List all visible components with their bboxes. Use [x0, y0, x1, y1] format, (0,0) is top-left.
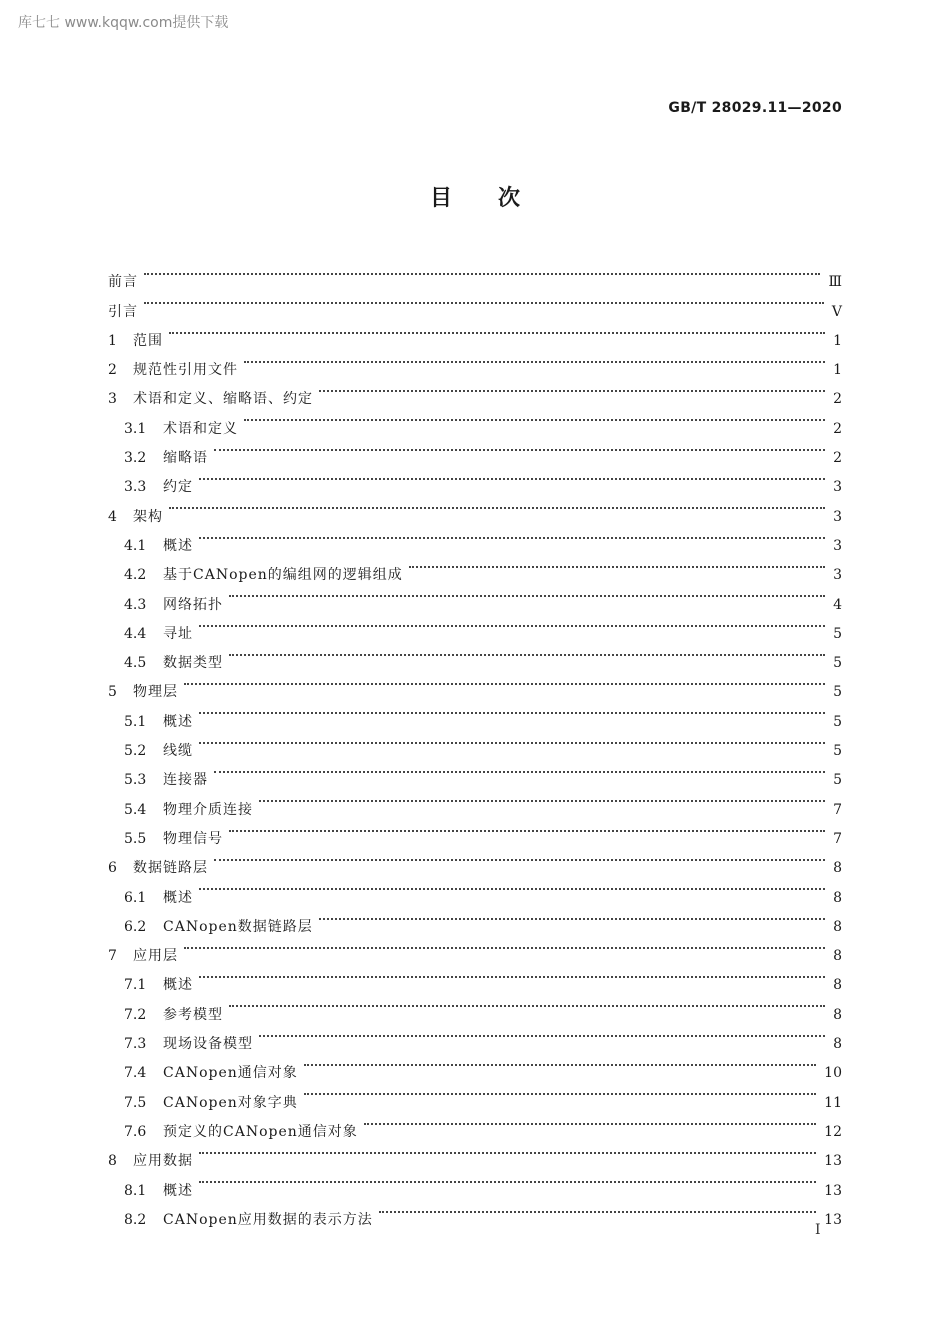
page-title: 目次 [429, 186, 566, 211]
toc-dot-leader [214, 755, 825, 784]
toc-entry-page: 3 [833, 479, 842, 496]
toc-entry-number: 5.5 [124, 830, 147, 847]
toc-dot-leader [199, 1165, 816, 1194]
toc-entry-number: 5.4 [124, 801, 147, 818]
toc-entry-number: 8.2 [124, 1211, 147, 1228]
toc-entry-page: 1 [833, 332, 842, 349]
toc-entry-label: CANopen通信对象 [163, 1065, 298, 1082]
toc-entry[interactable] [108, 667, 842, 701]
toc-entry-page: 5 [833, 713, 842, 730]
toc-entry-page: 13 [824, 1153, 842, 1170]
toc-entry[interactable] [108, 345, 842, 379]
toc-entry[interactable] [108, 462, 842, 496]
toc-entry-number: 6.1 [124, 889, 147, 906]
toc-entry-label: 数据类型 [163, 655, 223, 672]
toc-entry-page: 13 [824, 1182, 842, 1199]
toc-entry-page: 7 [833, 801, 842, 818]
toc-entry[interactable] [108, 902, 842, 935]
toc-entry-number: 6 [108, 860, 117, 877]
toc-entry-number: 6.2 [124, 918, 147, 935]
toc-entry[interactable] [108, 1195, 842, 1228]
toc-entry-page: 8 [833, 1036, 842, 1053]
toc-entry-label: 寻址 [163, 625, 193, 642]
toc-entry[interactable] [108, 1019, 842, 1053]
toc-entry-number: 3.1 [124, 420, 147, 437]
toc-entry-label: 预定义的CANopen通信对象 [163, 1123, 358, 1140]
toc-entry-page: 12 [824, 1123, 842, 1140]
toc-dot-leader [244, 345, 825, 374]
toc-entry-page: 1 [833, 362, 842, 379]
toc-entry-page: 8 [833, 860, 842, 877]
toc-entry-page: 8 [833, 977, 842, 994]
toc-entry-number: 7.1 [124, 977, 147, 994]
toc-entry-label: 引言 [108, 303, 138, 320]
toc-entry[interactable] [108, 696, 842, 730]
toc-entry-label: 连接器 [163, 772, 208, 789]
toc-entry-label: 物理层 [133, 684, 178, 701]
toc-entry-label: 网络拓扑 [163, 596, 223, 613]
toc-dot-leader [199, 1136, 816, 1165]
toc-entry[interactable] [108, 286, 842, 320]
toc-entry-label: CANopen数据链路层 [163, 918, 313, 935]
toc-entry-label: 现场设备模型 [163, 1036, 253, 1053]
toc-entry-page: 8 [833, 889, 842, 906]
toc-entry[interactable] [108, 257, 842, 291]
toc-entry-label: 数据链路层 [133, 860, 208, 877]
toc-entry-number: 4.2 [124, 567, 147, 584]
toc-dot-leader [319, 374, 825, 403]
toc-entry-number: 4.3 [124, 596, 147, 613]
toc-dot-leader [169, 491, 825, 520]
toc-dot-leader [199, 521, 825, 550]
watermark-text: 库七七 www.kqqw.com提供下载 [18, 15, 229, 31]
toc-entry[interactable] [108, 1077, 842, 1111]
toc-entry-label: 基于CANopen的编组网的逻辑组成 [163, 567, 403, 584]
toc-entry-label: 概述 [163, 537, 193, 554]
toc-entry[interactable] [108, 403, 842, 437]
toc-dot-leader [184, 667, 825, 696]
toc-dot-leader [364, 1107, 816, 1136]
toc-entry-label: 术语和定义 [163, 420, 238, 437]
toc-dot-leader [199, 960, 825, 989]
toc-entry[interactable] [108, 609, 842, 642]
toc-entry-number: 3.2 [124, 450, 147, 467]
toc-entry[interactable] [108, 1165, 842, 1199]
toc-entry-label: 架构 [133, 508, 163, 525]
page-folio: Ⅰ [815, 1222, 821, 1238]
toc-entry[interactable] [108, 550, 842, 584]
toc-entry-label: 参考模型 [163, 1006, 223, 1023]
table-of-contents [108, 257, 842, 1228]
toc-dot-leader [229, 814, 825, 843]
toc-entry-label: 应用数据 [133, 1153, 193, 1170]
toc-entry[interactable] [108, 843, 842, 877]
toc-entry-label: 缩略语 [163, 450, 208, 467]
toc-entry-number: 7.2 [124, 1006, 147, 1023]
toc-dot-leader [214, 433, 825, 462]
toc-entry-page: 8 [833, 1006, 842, 1023]
toc-entry[interactable] [108, 579, 842, 613]
toc-entry-number: 4.5 [124, 655, 147, 672]
toc-entry-page: 3 [833, 508, 842, 525]
toc-entry-number: 8 [108, 1153, 117, 1170]
toc-dot-leader [304, 1077, 816, 1106]
toc-entry-label: 规范性引用文件 [133, 362, 238, 379]
toc-entry-page: 4 [833, 596, 842, 613]
toc-dot-leader [199, 609, 825, 638]
toc-entry-number: 7.4 [124, 1065, 147, 1082]
toc-entry-label: 概述 [163, 889, 193, 906]
toc-entry-number: 4.1 [124, 537, 147, 554]
toc-entry-number: 7 [108, 948, 117, 965]
toc-dot-leader [144, 286, 824, 315]
toc-entry-number: 7.3 [124, 1036, 147, 1053]
toc-entry-number: 2 [108, 362, 117, 379]
toc-dot-leader [199, 726, 825, 755]
toc-dot-leader [169, 316, 825, 345]
toc-dot-leader [304, 1048, 816, 1077]
toc-entry[interactable] [108, 1136, 842, 1170]
toc-dot-leader [259, 784, 825, 813]
toc-entry-label: 物理信号 [163, 830, 223, 847]
toc-dot-leader [244, 403, 825, 432]
toc-entry-page: 5 [833, 772, 842, 789]
toc-entry[interactable] [108, 989, 842, 1023]
toc-dot-leader [409, 550, 825, 579]
toc-entry-label: 概述 [163, 977, 193, 994]
toc-entry-page: 3 [833, 537, 842, 554]
toc-entry-page: 10 [824, 1065, 842, 1082]
toc-dot-leader [229, 638, 825, 667]
toc-entry-number: 4.4 [124, 625, 147, 642]
toc-entry-label: 约定 [163, 479, 193, 496]
toc-dot-leader [229, 989, 825, 1018]
toc-entry[interactable] [108, 316, 842, 349]
toc-dot-leader [199, 872, 825, 901]
toc-entry[interactable] [108, 931, 842, 965]
toc-dot-leader [199, 696, 825, 725]
toc-entry[interactable] [108, 521, 842, 554]
toc-entry-page: 8 [833, 948, 842, 965]
toc-entry-number: 1 [108, 332, 117, 349]
toc-entry-number: 4 [108, 508, 117, 525]
toc-entry[interactable] [108, 374, 842, 408]
toc-entry-label: 前言 [108, 274, 138, 291]
toc-entry-label: 概述 [163, 1182, 193, 1199]
toc-entry-number: 7.5 [124, 1094, 147, 1111]
toc-entry[interactable] [108, 491, 842, 525]
toc-dot-leader [144, 257, 820, 286]
toc-entry[interactable] [108, 1048, 842, 1082]
toc-entry-page: 11 [824, 1094, 842, 1111]
toc-entry[interactable] [108, 1107, 842, 1140]
toc-entry-number: 3.3 [124, 479, 147, 496]
toc-entry-number: 8.1 [124, 1182, 147, 1199]
toc-entry[interactable] [108, 784, 842, 818]
toc-entry-label: 范围 [133, 332, 163, 349]
toc-entry-page: 8 [833, 918, 842, 935]
toc-entry[interactable] [108, 726, 842, 760]
toc-dot-leader [379, 1195, 816, 1224]
toc-entry[interactable] [108, 755, 842, 789]
toc-entry-page: Ⅲ [828, 274, 842, 291]
toc-entry[interactable] [108, 814, 842, 847]
toc-entry-page: 5 [833, 684, 842, 701]
toc-dot-leader [229, 579, 825, 608]
toc-entry-page: 3 [833, 567, 842, 584]
toc-entry-page: 2 [833, 450, 842, 467]
toc-entry[interactable] [108, 872, 842, 906]
standard-number: GB/T 28029.11—2020 [668, 100, 842, 116]
toc-dot-leader [184, 931, 825, 960]
toc-entry-label: 概述 [163, 713, 193, 730]
toc-entry-number: 3 [108, 391, 117, 408]
toc-entry-label: 术语和定义、缩略语、约定 [133, 391, 313, 408]
toc-entry-number: 5.3 [124, 772, 147, 789]
toc-entry-number: 5.1 [124, 713, 147, 730]
toc-entry-number: 7.6 [124, 1123, 147, 1140]
toc-dot-leader [259, 1019, 825, 1048]
toc-entry[interactable] [108, 433, 842, 467]
toc-entry[interactable] [108, 960, 842, 994]
toc-dot-leader [319, 902, 825, 931]
toc-entry-page: 2 [833, 391, 842, 408]
toc-entry-page: Ⅴ [831, 303, 842, 320]
toc-dot-leader [214, 843, 825, 872]
toc-entry-label: 线缆 [163, 743, 193, 760]
toc-entry-label: CANopen对象字典 [163, 1094, 298, 1111]
toc-entry-label: 物理介质连接 [163, 801, 253, 818]
toc-entry-page: 5 [833, 743, 842, 760]
toc-dot-leader [199, 462, 825, 491]
toc-entry-label: CANopen应用数据的表示方法 [163, 1211, 373, 1228]
toc-entry[interactable] [108, 638, 842, 672]
toc-entry-page: 5 [833, 625, 842, 642]
toc-entry-number: 5 [108, 684, 117, 701]
toc-entry-page: 5 [833, 655, 842, 672]
toc-entry-page: 7 [833, 830, 842, 847]
toc-entry-number: 5.2 [124, 743, 147, 760]
toc-entry-page: 2 [833, 420, 842, 437]
toc-entry-page: 13 [824, 1211, 842, 1228]
toc-entry-label: 应用层 [133, 948, 178, 965]
